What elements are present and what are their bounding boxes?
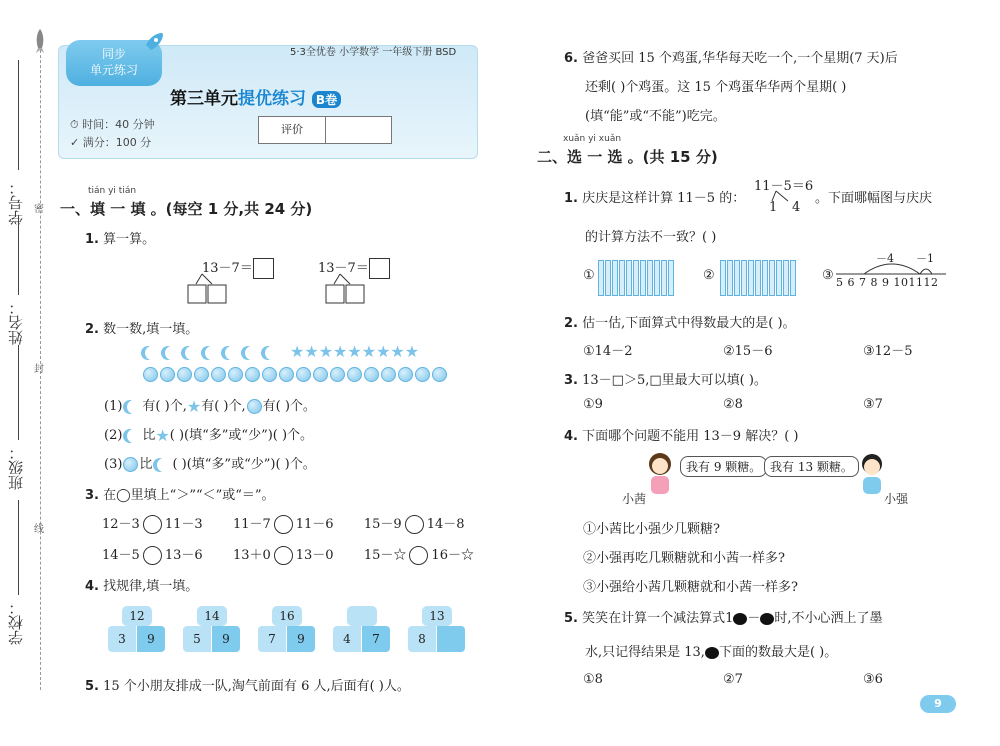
compare-circle[interactable] [143,515,162,534]
c4-opt[interactable]: ②小强再吃几颗糖就和小茜一样多? [583,551,785,566]
q2-l2-b: 比 [142,428,156,443]
c5-opt[interactable]: ③6 [863,672,883,687]
puzzle-right [437,626,465,652]
c3-opt[interactable]: ①9 [583,397,603,412]
nl-numbers [836,276,939,289]
rod-icon [727,260,733,296]
score-text: 满分：100 分 [82,136,152,149]
ball-icon [262,367,277,382]
puzzle [183,606,241,654]
rocket-icon [32,28,48,54]
ball-icon [296,367,311,382]
puzzle-left: 3 [108,626,136,652]
q2-text: 数一数,填一填。 [103,322,199,337]
puzzle-right: 9 [287,626,315,652]
title-part-b: 提优练习 [238,89,306,109]
star-row [290,342,419,361]
c5-num: 5. [564,611,578,626]
star-icon: ★ [376,342,391,361]
ball-icon [347,367,362,382]
star-icon: ★ [186,397,202,416]
ball-icon [364,367,379,382]
moon-icon [127,429,141,443]
q2 [85,318,198,337]
rod-icon [783,260,789,296]
q2-l3-a: (3) [104,457,123,472]
puzzle-right: 9 [137,626,165,652]
rod-icon [640,260,646,296]
c1-split-l: 1 [769,200,778,215]
evaluation-label: 评价 [259,117,326,143]
c1-line2: 的计算方法不一致？( ) [585,230,717,245]
c4-text: 下面哪个问题不能用 13－9 解决？( ) [582,429,799,444]
student-id-line [18,60,19,170]
nl-num: 10 [893,276,909,289]
c1-text-a: 庆庆是这样计算 11－5 的： [582,191,746,206]
ink-blot-icon [705,647,719,659]
class-line [18,345,19,440]
q2-line3 [104,453,316,472]
ball-icon [432,367,447,382]
girl-icon [642,450,678,498]
rod-icon [769,260,775,296]
rod-icon [605,260,611,296]
ink-blot-icon [760,613,774,625]
c5-line1 [564,607,883,626]
moon-icon [225,346,239,360]
nl-label-a: －4 [876,252,894,265]
q3-expr: 15－☆ [363,548,407,563]
q5-text: 15 个小朋友排成一队,淘气前面有 6 人,后面有( )人。 [103,679,410,694]
margin-char-xian: 线 [34,524,44,535]
q1-eq-a-text: 13－7＝ [202,261,253,276]
q2-l3-b: 比 [139,457,153,472]
q3-row2 [102,544,474,565]
q6-line3: (填“能”或“不能”)吃完。 [585,109,726,124]
q2-l1-d: 有( )个。 [262,399,316,414]
q1-eq-b-text: 13－7＝ [318,261,369,276]
c1-opt3-label: ③ [822,268,834,283]
q6-num: 6. [564,51,578,66]
c1-text-b: 。下面哪幅图与庆庆 [815,191,933,206]
q3-expr: 13＋0 [232,548,271,563]
q3-expr: 11－6 [295,517,334,532]
puzzle-right: 9 [212,626,240,652]
ball-icon [247,399,262,414]
q1-split-a [186,272,236,306]
badge-line-1: 同步 [101,47,126,61]
rod-icon [776,260,782,296]
moon-icon [185,346,199,360]
rod-icon [661,260,667,296]
c1-opt2-rods[interactable] [720,260,797,296]
q2-l2-c: ( )(填“多”或“少”)( )个。 [169,428,314,443]
moon-icon [127,400,141,414]
c5-l1-b: － [747,611,761,626]
check-icon: ✓ [70,136,83,149]
q3-expr: 13－6 [164,548,203,563]
puzzle-top [347,606,377,626]
compare-circle[interactable] [409,546,428,565]
c2-opt[interactable]: ②15－6 [723,344,773,359]
puzzle-left: 7 [258,626,286,652]
compare-circle[interactable] [274,515,293,534]
ball-icon [211,367,226,382]
star-icon: ★ [361,342,377,361]
c1-opt1-label: ① [583,268,595,283]
compare-circle[interactable] [143,546,162,565]
q2-l1-b: 有( )个, [142,399,187,414]
q1 [85,228,155,247]
sec1-pinyin: tián yi tián [88,186,137,196]
rod-icon [720,260,726,296]
ball-icon [194,367,209,382]
c1-line1 [564,187,745,206]
q1-text: 算一算。 [103,232,156,247]
rod-icon [748,260,754,296]
time-info [70,116,155,132]
star-icon: ★ [304,342,319,361]
nl-num: 11 [908,276,924,289]
q1-split-b [324,272,374,306]
margin-char-feng: 封 [34,364,44,375]
rod-icon [626,260,632,296]
puzzle-top: 13 [422,606,452,626]
q2-line1 [104,395,316,416]
moon-icon [165,346,179,360]
rod-icon [734,260,740,296]
c2-text: 估一估,下面算式中得数最大的是( )。 [582,316,796,331]
ball-icon [228,367,243,382]
q3-num: 3. [85,488,99,503]
c5-opt[interactable]: ①8 [583,672,603,687]
puzzle[interactable] [408,606,466,654]
c1-opt2-label: ② [703,268,715,283]
q2-l1-a: (1) [104,399,123,414]
girl-speech: 我有 9 颗糖。 [680,456,767,477]
rod-icon [762,260,768,296]
nl-num: 9 [882,276,890,289]
nl-num: 5 [836,276,844,289]
ball-icon [245,367,260,382]
q2-l3-c: ( )(填“多”或“少”)( )个。 [172,457,316,472]
margin-char-mi: 密 [34,204,44,215]
compare-circle[interactable] [405,515,424,534]
q2-l1-c: 有( )个, [201,399,246,414]
c4-opt[interactable]: ③小强给小茜几颗糖就和小茜一样多? [583,580,798,595]
school-label: 学校： [7,600,25,645]
q5-num: 5. [85,679,99,694]
rod-icon [668,260,674,296]
score-info [70,134,151,150]
c5-opt[interactable]: ②7 [723,672,743,687]
puzzle-top: 16 [272,606,302,626]
q6-line2: 还剩( )个鸡蛋。这 15 个鸡蛋华华两个星期( ) [585,80,847,95]
c4-num: 4. [564,429,578,444]
c5-l2-b: 下面的数最大是( )。 [718,645,838,660]
c2-num: 2. [564,316,578,331]
brand-line: 5·3全优卷 小学数学 一年级下册 BSD [290,47,457,58]
puzzle-top: 12 [122,606,152,626]
rod-icon [741,260,747,296]
q3-expr: 16－☆ [431,548,474,563]
q4 [85,575,198,594]
ball-icon [398,367,413,382]
q4-text: 找规律,填一填。 [103,579,199,594]
c1-num: 1. [564,191,578,206]
c4-opt[interactable]: ①小茜比小强少几颗糖? [583,522,720,537]
c3 [564,369,767,388]
c2-opt[interactable]: ③12－5 [863,344,913,359]
puzzle-left: 4 [333,626,361,652]
puzzle [258,606,316,654]
c5-l2-a: 水,只记得结果是 13, [585,645,705,660]
q6-l1: 爸爸买回 15 个鸡蛋,华华每天吃一个,一个星期(7 天)后 [582,51,898,66]
q3-expr: 14－5 [102,548,140,563]
q5 [85,675,410,694]
ball-icon [381,367,396,382]
c1-eq: 11－5＝6 [754,179,814,194]
sec1-title: 一、填 一 填 。(每空 1 分,共 24 分) [60,200,313,218]
title-part-a: 第三单元 [170,89,238,109]
c5-line2 [585,641,837,660]
c1-split-r: 4 [792,200,801,215]
c5-l1-c: 时,不小心洒上了墨 [774,611,883,626]
ink-blot-icon [733,613,747,625]
star-icon: ★ [290,342,305,361]
moon-icon [145,346,159,360]
compare-circle[interactable] [274,546,293,565]
puzzle[interactable] [333,606,391,654]
ball-icon [177,367,192,382]
rod-icon [755,260,761,296]
q3-expr: 14－8 [426,517,465,532]
ball-icon [415,367,430,382]
star-icon: ★ [404,342,420,361]
q3-row1 [102,513,465,534]
answer-box[interactable] [253,258,274,279]
c3-opt[interactable]: ②8 [723,397,743,412]
badge-line-2: 单元练习 [89,63,138,77]
c3-num: 3. [564,373,578,388]
c3-opt[interactable]: ③7 [863,397,883,412]
c2 [564,312,796,331]
moon-row [140,345,280,360]
c1-opt1-rods[interactable] [598,260,675,296]
rod-icon [633,260,639,296]
title-badge: B卷 [312,91,341,108]
page-title [170,84,341,109]
q2-num: 2. [85,322,99,337]
c5-l1-a: 笑笑在计算一个减法算式1 [582,611,734,626]
ball-row [142,367,448,382]
star-icon: ★ [155,426,170,445]
puzzle-left: 8 [408,626,436,652]
school-line [18,500,19,595]
girl-name: 小茜 [622,492,647,506]
ball-icon [160,367,175,382]
clock-icon: ⏱ [70,118,83,131]
q6-line1 [564,47,898,66]
c4 [564,425,798,444]
name-line [18,215,19,295]
rod-icon [612,260,618,296]
q3-expr: 13－0 [295,548,334,563]
puzzle-left: 5 [183,626,211,652]
star-icon: ★ [347,342,362,361]
ball-icon [279,367,294,382]
nl-num: 8 [870,276,878,289]
moon-icon [245,346,259,360]
nl-num: 6 [847,276,855,289]
page-number: 9 [920,695,956,713]
c3-text: 13－□＞5,□里最大可以填( )。 [582,373,767,388]
q3-expr: 12－3 [102,517,140,532]
ball-icon [313,367,328,382]
puzzle-right: 7 [362,626,390,652]
moon-icon [157,458,171,472]
moon-icon [205,346,219,360]
boy-speech: 我有 13 颗糖。 [764,456,859,477]
rod-icon [654,260,660,296]
ball-icon [330,367,345,382]
ball-icon [143,367,158,382]
q3-expr: 15－9 [363,517,402,532]
rod-icon [647,260,653,296]
sec2-title: 二、选 一 选 。(共 15 分) [537,148,718,166]
q2-line2 [104,424,313,445]
q3-text: 在◯里填上“＞”“＜”或“＝”。 [103,488,275,503]
star-icon: ★ [333,342,348,361]
time-text: 时间：40 分钟 [82,118,155,131]
nl-num: 7 [859,276,867,289]
moon-icon [265,346,279,360]
star-icon: ★ [390,342,405,361]
puzzle [108,606,166,654]
rod-icon [790,260,796,296]
c2-opt[interactable]: ①14－2 [583,344,633,359]
ball-icon [123,457,138,472]
puzzle-top: 14 [197,606,227,626]
nl-num: 12 [923,276,939,289]
rod-icon [598,260,604,296]
q3-expr: 11－7 [232,517,271,532]
student-id-label: 学号： [7,180,25,225]
evaluation-box[interactable] [258,116,392,144]
rocket-badge-icon [140,30,166,56]
name-label: 姓名： [7,300,25,345]
q3 [85,484,275,503]
q1-num: 1. [85,232,99,247]
rod-icon [619,260,625,296]
nl-label-b: －1 [916,252,934,265]
boy-name: 小强 [884,492,909,506]
q3-expr: 11－3 [164,517,203,532]
q4-num: 4. [85,579,99,594]
star-icon: ★ [318,342,334,361]
q2-l2-a: (2) [104,428,123,443]
c1-number-line[interactable] [836,254,948,294]
class-label: 班级： [7,445,25,490]
sec2-pinyin: xuǎn yi xuǎn [563,134,622,144]
